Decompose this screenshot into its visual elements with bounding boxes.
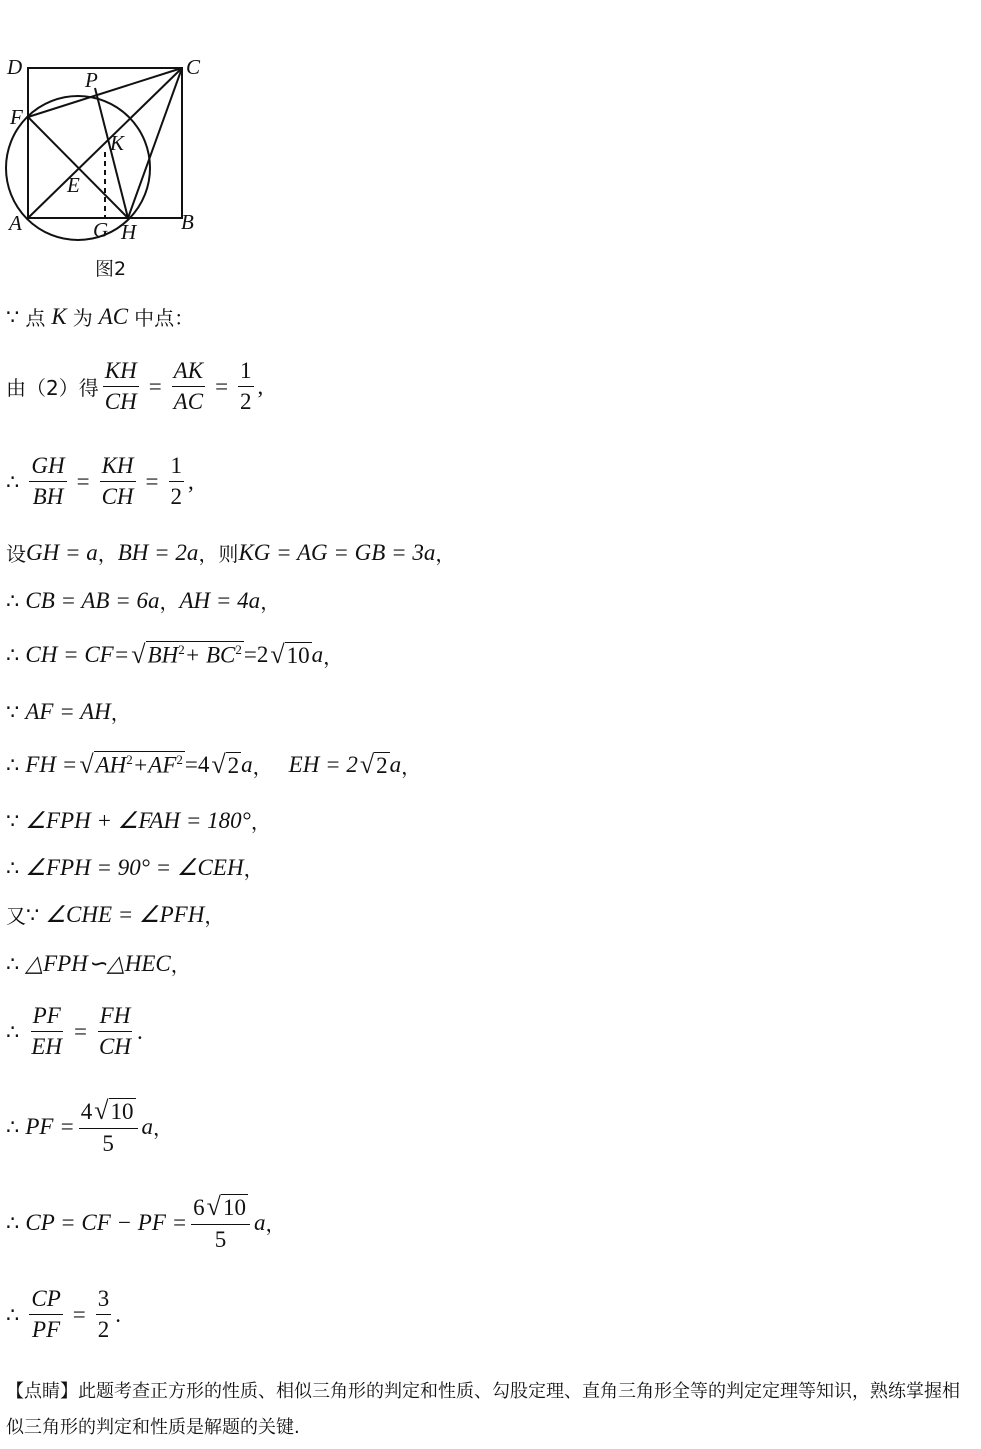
text: ， xyxy=(250,810,271,834)
period: . xyxy=(136,1018,143,1044)
text: ， xyxy=(401,754,422,779)
because-symbol: ∵ xyxy=(26,902,40,927)
solution-line-8 xyxy=(6,750,421,780)
figure-caption: 图2 xyxy=(95,258,127,280)
therefore-symbol: ∴ xyxy=(6,643,20,667)
period: . xyxy=(115,1301,121,1327)
comma: , xyxy=(188,468,194,494)
fraction xyxy=(169,453,185,510)
math: EH = 2 xyxy=(288,752,358,777)
math: a xyxy=(311,642,324,667)
denominator: 5 xyxy=(214,1227,227,1252)
math: BH = 2a xyxy=(117,539,199,565)
text: ， xyxy=(170,953,191,977)
therefore-symbol: ∴ xyxy=(6,753,20,777)
label-A: A xyxy=(9,211,22,235)
solution-line-6 xyxy=(6,640,343,670)
numerator: 1 xyxy=(169,453,185,482)
denominator: PF xyxy=(32,1317,61,1342)
numerator: 1 xyxy=(238,358,254,387)
solution-line-11 xyxy=(6,900,224,929)
therefore-symbol: ∴ xyxy=(6,951,20,976)
fraction xyxy=(172,358,205,415)
radical-sign: √ xyxy=(79,750,94,779)
text: ， xyxy=(323,644,344,669)
solution-line-16 xyxy=(6,1286,121,1343)
solution-line-9 xyxy=(6,806,271,835)
text: ， xyxy=(110,701,131,725)
radicand xyxy=(94,751,185,779)
math: AH xyxy=(95,752,127,778)
label-D: D xyxy=(7,55,23,79)
label-C: C xyxy=(186,55,201,79)
denominator: AC xyxy=(173,389,204,414)
line-FC xyxy=(28,68,182,117)
text: ， xyxy=(153,1116,174,1140)
radical-sign: √ xyxy=(359,750,375,779)
therefore-symbol: ∴ xyxy=(6,469,20,494)
math: AF = AH xyxy=(25,698,111,724)
line-HC xyxy=(128,68,182,218)
fraction xyxy=(97,1003,133,1060)
denominator: 5 xyxy=(102,1131,114,1156)
label-P: P xyxy=(85,68,98,92)
comment-note: 【点睛】此题考查正方形的性质、相似三角形的判定和性质、勾股定理、直角三角形全等的判定定理等知识，熟练掌握相似三角形的判定和性质是解题的关键. xyxy=(6,1381,960,1438)
math: △FPH∽△HEC xyxy=(25,950,171,976)
solution-line-5 xyxy=(6,586,280,615)
fraction xyxy=(29,1286,62,1343)
solution-line-10 xyxy=(6,853,264,882)
numerator: CP xyxy=(29,1286,62,1315)
solution-line-7 xyxy=(6,697,131,726)
text: ， xyxy=(204,904,225,928)
solution-line-14 xyxy=(6,1096,173,1157)
fraction xyxy=(29,1003,64,1060)
math: AC xyxy=(98,303,129,329)
radical-sign: √ xyxy=(206,1192,221,1221)
math: a xyxy=(241,752,253,777)
text: ， xyxy=(260,590,281,614)
math: ∠FPH + ∠FAH = 180° xyxy=(25,807,251,833)
text: ， xyxy=(435,542,456,566)
equals: = xyxy=(145,468,159,494)
math: +AF xyxy=(132,752,177,778)
solution-line-4 xyxy=(6,538,455,567)
label-K: K xyxy=(110,131,125,155)
fraction xyxy=(100,453,136,510)
math: 4 xyxy=(80,1099,93,1124)
exponent: 2 xyxy=(235,642,242,658)
denominator: CH xyxy=(101,484,134,509)
radicand: 2 xyxy=(376,752,388,778)
math: BH xyxy=(147,642,179,668)
math: =4 xyxy=(184,752,210,777)
radical-sign: √ xyxy=(211,750,226,779)
equals: = xyxy=(76,468,90,494)
fraction xyxy=(79,1096,138,1157)
because-symbol: ∵ xyxy=(6,699,20,724)
text: 由（2）得 xyxy=(6,376,99,400)
denominator: 2 xyxy=(240,389,252,414)
numerator: PF xyxy=(31,1003,63,1032)
radicand: 10 xyxy=(110,1099,134,1124)
math: a xyxy=(141,1113,154,1139)
radical-sign: √ xyxy=(270,640,285,669)
radical-sign: √ xyxy=(94,1096,109,1125)
therefore-symbol: ∴ xyxy=(6,1114,20,1139)
math: =2 xyxy=(243,642,269,667)
math: a xyxy=(389,752,402,777)
equals: = xyxy=(148,373,162,399)
therefore-symbol: ∴ xyxy=(6,1210,20,1235)
therefore-symbol: ∴ xyxy=(6,855,20,880)
math: FH = xyxy=(25,752,78,777)
denominator: 2 xyxy=(97,1317,110,1342)
denominator: CH xyxy=(99,1034,131,1059)
equals: = xyxy=(72,1301,86,1327)
radicand xyxy=(146,641,244,669)
math: CH = CF= xyxy=(25,642,130,667)
fraction xyxy=(29,453,66,510)
text: 点 xyxy=(25,306,46,330)
solution-line-2 xyxy=(6,358,263,415)
text: 中点： xyxy=(134,306,195,330)
therefore-symbol: ∴ xyxy=(6,588,20,613)
exponent: 2 xyxy=(126,752,133,768)
math: CB = AB = 6a xyxy=(25,587,160,613)
text: ， xyxy=(265,1212,286,1236)
text: ， xyxy=(159,590,180,614)
equals: = xyxy=(215,373,229,399)
therefore-symbol: ∴ xyxy=(6,1019,20,1044)
denominator: BH xyxy=(32,484,64,509)
because-symbol: ∵ xyxy=(6,808,20,833)
solution-line-12 xyxy=(6,949,191,978)
math: ∠FPH = 90° = ∠CEH xyxy=(25,854,244,880)
math: ∠CHE = ∠PFH xyxy=(45,901,205,927)
math: a xyxy=(253,1209,266,1235)
text: 又 xyxy=(6,904,26,928)
text: ， xyxy=(97,542,118,566)
label-H: H xyxy=(121,220,137,244)
radicand: 10 xyxy=(286,642,310,668)
exponent: 2 xyxy=(176,752,183,768)
exponent: 2 xyxy=(178,642,185,658)
numerator: 3 xyxy=(96,1286,112,1315)
radical-sign: √ xyxy=(131,640,146,669)
therefore-symbol: ∴ xyxy=(6,1302,20,1327)
math: GH = a xyxy=(26,539,98,565)
text: ，则 xyxy=(198,542,239,566)
numerator: KH xyxy=(103,358,139,387)
math: CP = CF − PF = xyxy=(25,1209,188,1235)
numerator: FH xyxy=(98,1003,133,1032)
denominator: EH xyxy=(31,1034,63,1059)
numerator xyxy=(79,1096,138,1129)
fraction xyxy=(96,1286,112,1343)
denominator: CH xyxy=(104,389,137,414)
math: KG = AG = GB = 3a xyxy=(238,539,436,565)
math: 6 xyxy=(193,1195,205,1220)
text: ， xyxy=(243,857,264,881)
label-G: G xyxy=(93,218,109,242)
numerator: GH xyxy=(29,453,66,482)
fraction xyxy=(238,358,254,415)
solution-line-13 xyxy=(6,1003,143,1060)
radicand: 10 xyxy=(222,1195,246,1220)
math: K xyxy=(51,303,67,329)
math: + BC xyxy=(184,642,236,668)
numerator: KH xyxy=(100,453,136,482)
numerator xyxy=(191,1192,250,1225)
label-F: F xyxy=(10,105,23,129)
because-symbol: ∵ xyxy=(6,304,20,329)
radicand: 2 xyxy=(227,752,240,778)
equals: = xyxy=(74,1018,88,1044)
numerator: AK xyxy=(172,358,205,387)
comma: , xyxy=(257,373,264,399)
text: 设 xyxy=(6,542,26,566)
math: AH = 4a xyxy=(179,587,261,613)
fraction xyxy=(191,1192,250,1253)
solution-line-3 xyxy=(6,453,194,510)
label-B: B xyxy=(181,210,194,234)
fraction xyxy=(103,358,139,415)
text: 为 xyxy=(72,306,93,330)
math: PF = xyxy=(25,1113,75,1139)
solution-line-1 xyxy=(6,302,194,331)
denominator: 2 xyxy=(170,484,183,509)
solution-line-15 xyxy=(6,1192,285,1253)
text: ， xyxy=(252,754,273,779)
label-E: E xyxy=(67,173,80,197)
